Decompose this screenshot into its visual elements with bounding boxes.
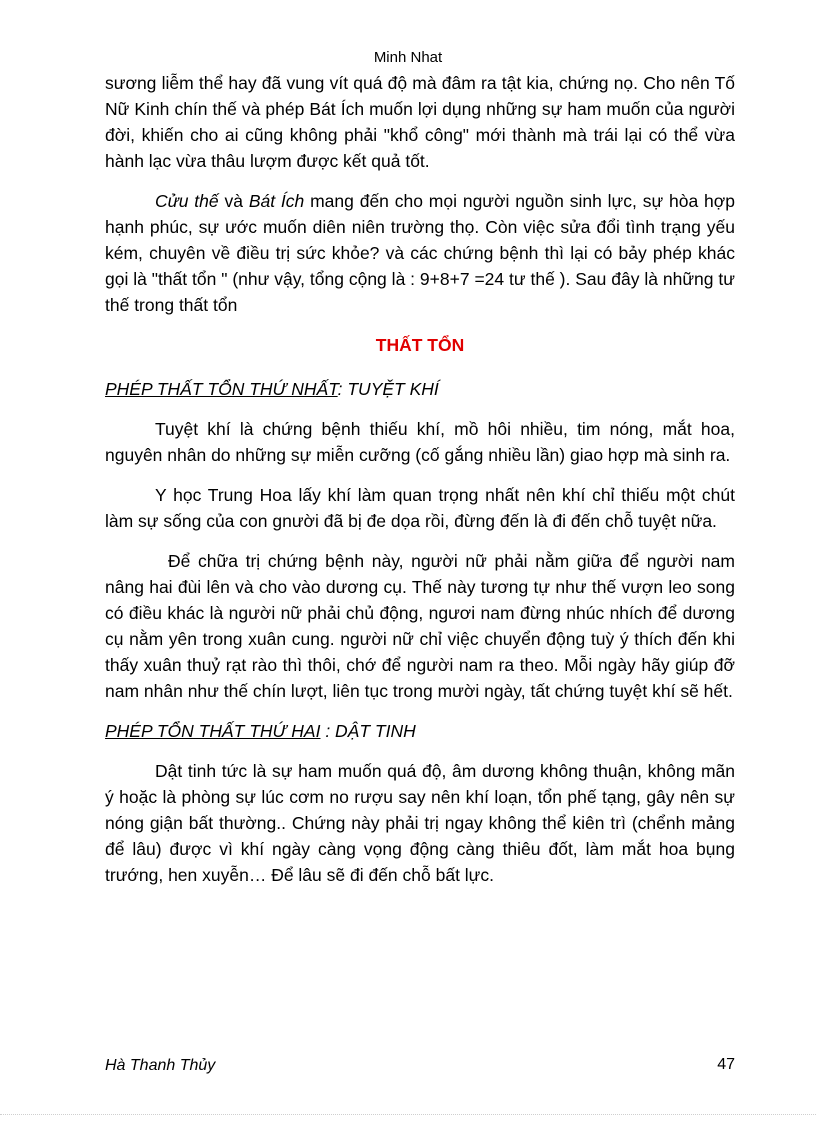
subheading-1-label: PHÉP THẤT TỔN THỨ NHẤT	[105, 379, 338, 399]
paragraph-3: Tuyệt khí là chứng bệnh thiếu khí, mồ hôi nhiều, tim nóng, mắt hoa, nguyên nhân do những sự miễn cưỡng (cố gắng nhiều lần) giao hợp mà sinh ra.	[105, 419, 735, 465]
page-bottom-divider	[0, 1114, 816, 1115]
subheading-1-topic: : TUYỆT KHÍ	[337, 379, 439, 399]
paragraph-2	[105, 188, 735, 318]
running-header: Minh Nhat	[373, 49, 443, 66]
term-bat-ich: Bát Ích	[248, 191, 305, 211]
paragraph-5: Để chữa trị chứng bệnh này, người nữ phải nằm giữa để người nam nâng hai đùi lên và cho vào dương cụ. Thế này tương tự như thế vượn leo song có điều khác là người nữ phải chủ động, ngươi nam đừng nhúc nhích để dương cụ nằm yên trong xuân cung. người nữ chỉ việc chuyển động tuỳ ý thích đến khi thấy xuân thuỷ rạt rào thì thôi, chớ để người nam ra theo. Mỗi ngày hãy giúp đỡ nam nhân như thế chín lượt, liên tục trong mười ngày, tất chứng tuyệt khí sẽ hết.	[105, 551, 735, 701]
subheading-2-label: PHÉP TỔN THẤT THỨ HAI	[105, 721, 321, 741]
term-cuu-the: Cửu thế	[155, 191, 219, 211]
page-number: 47	[717, 1056, 735, 1073]
paragraph-2-text-b: mang đến cho mọi người nguồn sinh lực, sự hòa hợp hạnh phúc, sự ước muốn diên niên trường thọ. Còn việc sửa đổi tình trạng yếu kém, chuyên về điều trị sức khỏe? và các chứng bệnh thì lại có bảy phép khác gọi là "thất tổn " (như vậy, tổng cộng là : 9+8+7 =24 tư thế ). Sau đây là những tư thế trong thất tổn	[105, 191, 736, 315]
paragraph-4: Y học Trung Hoa lấy khí làm quan trọng nhất nên khí chỉ thiếu một chút làm sự sống của con gnười đã bị đe dọa rồi, đừng đến là đi đến chỗ tuyệt nữa.	[105, 485, 735, 531]
footer-author: Hà Thanh Thủy	[105, 1057, 216, 1074]
subheading-2	[105, 718, 735, 744]
paragraph-1: sương liễm thể hay đã vung vít quá độ mà đâm ra tật kia, chứng nọ. Cho nên Tố Nữ Kinh chín thế và phép Bát Ích muốn lợi dụng những sự ham muốn của người đời, khiến cho ai cũng không phải "khổ công" mới thành mà trái lại có thể vừa hành lạc vừa thâu lượm được kết quả tốt.	[105, 73, 735, 171]
page-body	[105, 70, 735, 902]
section-title: THẤT TỔN	[375, 335, 465, 355]
subheading-2-topic: : DẬT TINH	[320, 721, 416, 741]
subheading-1	[105, 376, 735, 402]
paragraph-6: Dật tinh tức là sự ham muốn quá độ, âm dương không thuận, không mãn ý hoặc là phòng sự lúc cơm no rượu say nên khí loạn, tổn phế tạng, gây nên sự nóng giận bất thường.. Chứng này phải trị ngay không thể kiên trì (chểnh mảng để lâu) được vì khí ngày càng vọng động càng thiêu đốt, làm mắt hoa bụng trướng, hen xuyễn… Để lâu sẽ đi đến chỗ bất lực.	[105, 761, 735, 885]
paragraph-2-text-a: và	[218, 191, 249, 211]
